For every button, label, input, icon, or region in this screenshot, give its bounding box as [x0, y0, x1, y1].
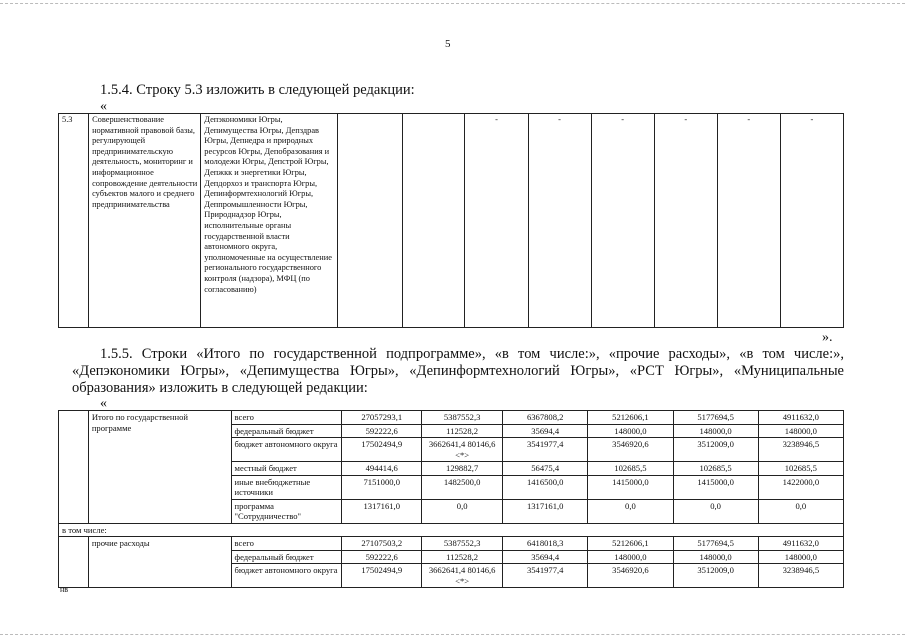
value-dash: - — [465, 114, 528, 328]
amount-cell: 102685,5 — [673, 462, 758, 476]
funding-source: местный бюджет — [231, 462, 342, 476]
row-number: 5.3 — [59, 114, 89, 328]
financing-table — [58, 410, 844, 588]
amount-cell: 102685,5 — [588, 462, 673, 476]
amount-cell: 1482500,0 — [422, 475, 503, 499]
amount-cell: 3662641,4 80146,6 <*> — [422, 438, 503, 462]
in-that-label: в том числе: — [59, 523, 844, 537]
blank-cell — [59, 411, 89, 524]
page-number: 5 — [445, 38, 451, 50]
amount-cell: 5387552,3 — [422, 537, 503, 551]
amount-cell: 1415000,0 — [673, 475, 758, 499]
scan-top-edge — [0, 3, 905, 4]
funding-source: всего — [231, 411, 342, 425]
blank-cell — [59, 537, 89, 588]
amount-cell: 27107503,2 — [342, 537, 422, 551]
amount-cell: 4911632,0 — [758, 411, 843, 425]
amount-cell: 3541977,4 — [503, 438, 588, 462]
paragraph-1-5-5: 1.5.5. Строки «Итого по государственной подпрограмме», «в том числе:», «прочие расходы», «в том числе:», «Депэкономики Югры», «Депимущества Югры», «Депинформтехнологий Югры», «РСТ Югры», «Муниципальные образования» изложить в следующей редакции: — [72, 346, 844, 396]
amount-cell: 5212606,1 — [588, 537, 673, 551]
total-group — [59, 411, 844, 524]
value-dash: - — [591, 114, 654, 328]
amount-cell: 148000,0 — [673, 550, 758, 564]
table-row — [59, 537, 844, 551]
value-dash: - — [654, 114, 717, 328]
group-label: прочие расходы — [88, 537, 231, 588]
amount-cell: 0,0 — [422, 499, 503, 523]
amount-cell: 3541977,4 — [503, 564, 588, 588]
amount-cell: 6367808,2 — [503, 411, 588, 425]
amount-cell: 35694,4 — [503, 550, 588, 564]
funding-source: федеральный бюджет — [231, 550, 342, 564]
funding-source: всего — [231, 537, 342, 551]
funding-source: бюджет автономного округа — [231, 438, 342, 462]
amount-cell: 5177694,5 — [673, 411, 758, 425]
amount-cell: 102685,5 — [758, 462, 843, 476]
amount-cell: 112528,2 — [422, 550, 503, 564]
amount-cell: 1416500,0 — [503, 475, 588, 499]
amount-cell: 3662641,4 80146,6 <*> — [422, 564, 503, 588]
amount-cell: 148000,0 — [588, 550, 673, 564]
amount-cell: 17502494,9 — [342, 564, 422, 588]
funding-source: федеральный бюджет — [231, 424, 342, 438]
amount-cell: 592222,6 — [342, 550, 422, 564]
value-dash: - — [780, 114, 843, 328]
amount-cell: 56475,4 — [503, 462, 588, 476]
value-dash: - — [717, 114, 780, 328]
amount-cell: 1415000,0 — [588, 475, 673, 499]
measure-name: Совершенствование нормативной правовой базы, регулирующей предпринимательскую деятельность, мониторинг и информационное сопровождение деятельности субъектов малого и среднего предпринимательства — [89, 114, 201, 328]
table-row — [59, 411, 844, 425]
amount-cell: 17502494,9 — [342, 438, 422, 462]
close-quote: ». — [822, 330, 833, 345]
amount-cell: 0,0 — [758, 499, 843, 523]
amount-cell: 112528,2 — [422, 424, 503, 438]
amount-cell: 3512009,0 — [673, 564, 758, 588]
amount-cell: 27057293,1 — [342, 411, 422, 425]
amount-cell: 4911632,0 — [758, 537, 843, 551]
empty-cell — [337, 114, 402, 328]
amount-cell: 3546920,6 — [588, 564, 673, 588]
amount-cell: 1317161,0 — [503, 499, 588, 523]
amount-cell: 5177694,5 — [673, 537, 758, 551]
value-dash: - — [528, 114, 591, 328]
footer-mark: нв — [60, 585, 69, 594]
amount-cell: 5212606,1 — [588, 411, 673, 425]
amount-cell: 148000,0 — [758, 424, 843, 438]
funding-source: бюджет автономного округа — [231, 564, 342, 588]
open-quote-2: « — [100, 396, 107, 411]
group-label: Итого по государственной программе — [88, 411, 231, 524]
amount-cell: 3512009,0 — [673, 438, 758, 462]
table-row-5-3 — [58, 113, 844, 328]
amount-cell: 148000,0 — [588, 424, 673, 438]
amount-cell: 148000,0 — [758, 550, 843, 564]
amount-cell: 148000,0 — [673, 424, 758, 438]
table-row — [59, 523, 844, 537]
amount-cell: 1422000,0 — [758, 475, 843, 499]
amount-cell: 592222,6 — [342, 424, 422, 438]
empty-cell — [402, 114, 465, 328]
scan-bottom-edge — [0, 634, 905, 635]
amount-cell: 129882,7 — [422, 462, 503, 476]
amount-cell: 1317161,0 — [342, 499, 422, 523]
executors: Депэкономики Югры, Депимущества Югры, Депздрав Югры, Депнедра и природных ресурсов Югры, Депобразования и молодежи Югры, Депстрой Югры, Депжкк и энергетики Югры, Депдорхоз и транспорта Югры, Депинформтехнологий Югры, Деппромышленности Югры, Природнадзор Югры, исполнительные органы государственной власти автономного округа, уполномоченные на осуществление регионального государственного контроля (надзора), МФЦ (по согласованию) — [201, 114, 338, 328]
amount-cell: 6418018,3 — [503, 537, 588, 551]
amount-cell: 494414,6 — [342, 462, 422, 476]
amount-cell: 5387552,3 — [422, 411, 503, 425]
funding-source: иные внебюджетные источники — [231, 475, 342, 499]
amount-cell: 0,0 — [673, 499, 758, 523]
amount-cell: 7151000,0 — [342, 475, 422, 499]
funding-source: программа "Сотрудничество" — [231, 499, 342, 523]
amount-cell: 3546920,6 — [588, 438, 673, 462]
open-quote: « — [100, 99, 107, 114]
amount-cell: 35694,4 — [503, 424, 588, 438]
amount-cell: 0,0 — [588, 499, 673, 523]
amount-cell: 3238946,5 — [758, 564, 843, 588]
heading-1-5-4: 1.5.4. Строку 5.3 изложить в следующей редакции: — [100, 82, 415, 98]
amount-cell: 3238946,5 — [758, 438, 843, 462]
other-expenses-group — [59, 537, 844, 588]
